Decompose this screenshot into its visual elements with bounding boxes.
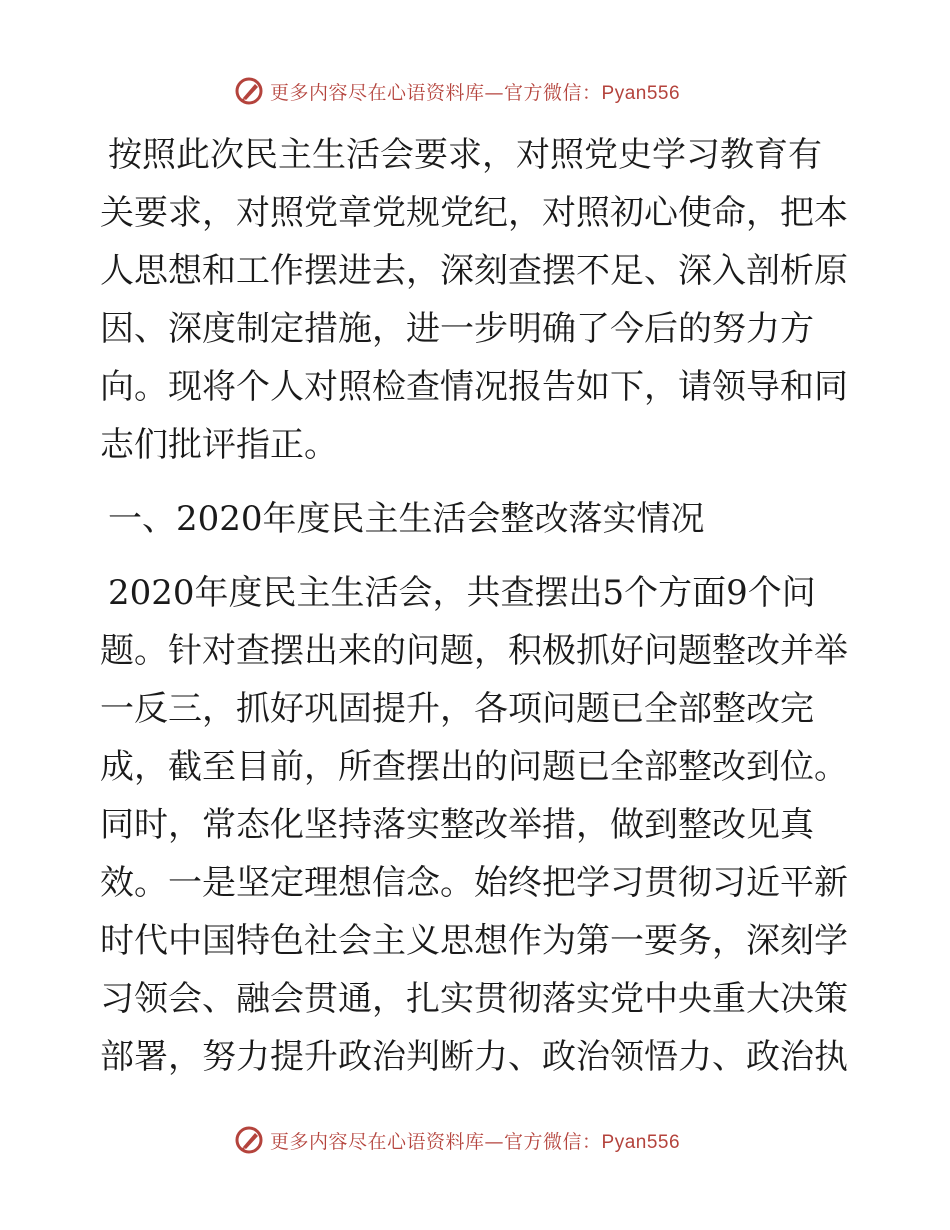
header-watermark <box>234 74 680 108</box>
paragraph-rectification <box>100 564 856 1086</box>
footer-watermark-text <box>270 1127 680 1154</box>
section-heading: 一、2020年度民主生活会整改落实情况 <box>108 499 705 539</box>
footer-dash: — <box>484 1130 505 1153</box>
text-line: 题。针对查摆出来的问题，积极抓好问题整改并举 <box>100 631 848 671</box>
text-line: 关要求，对照党章党规党纪，对照初心使命，把本 <box>100 193 848 233</box>
header-wechat-label: 官方微信： <box>504 81 602 104</box>
header-wechat-id: Pyan556 <box>601 82 681 104</box>
document-body <box>100 126 856 1086</box>
pen-brand-logo-icon <box>234 1125 264 1155</box>
text-line: 向。现将个人对照检查情况报告如下，请领导和同 <box>100 367 848 407</box>
footer-site-name: 更多内容尽在心语资料库 <box>270 1130 485 1153</box>
footer-wechat-label: 官方微信： <box>504 1130 602 1153</box>
text-line: 时代中国特色社会主义思想作为第一要务，深刻学 <box>100 921 848 961</box>
text-line: 2020年度民主生活会，共查摆出5个方面9个问 <box>108 573 816 613</box>
text-line: 效。一是坚定理想信念。始终把学习贯彻习近平新 <box>100 863 848 903</box>
paragraph-intro <box>100 126 856 474</box>
text-line: 习领会、融会贯通，扎实贯彻落实党中央重大决策 <box>100 979 848 1019</box>
header-dash: — <box>484 81 505 104</box>
text-line: 一反三，抓好巩固提升，各项问题已全部整改完 <box>100 689 814 729</box>
header-site-name: 更多内容尽在心语资料库 <box>270 81 485 104</box>
text-line: 人思想和工作摆进去，深刻查摆不足、深入剖析原 <box>100 251 848 291</box>
footer-watermark <box>234 1123 680 1157</box>
text-line: 成，截至目前，所查摆出的问题已全部整改到位。 <box>100 747 848 787</box>
text-line: 同时，常态化坚持落实整改举措，做到整改见真 <box>100 805 814 845</box>
pen-brand-logo-icon <box>234 76 264 106</box>
footer-wechat-id: Pyan556 <box>601 1131 681 1153</box>
text-line: 志们批评指正。 <box>100 425 338 465</box>
text-line: 部署，努力提升政治判断力、政治领悟力、政治执 <box>100 1037 848 1077</box>
header-watermark-text <box>270 78 680 105</box>
text-line: 因、深度制定措施，进一步明确了今后的努力方 <box>100 309 814 349</box>
text-line: 按照此次民主生活会要求，对照党史学习教育有 <box>108 135 822 175</box>
